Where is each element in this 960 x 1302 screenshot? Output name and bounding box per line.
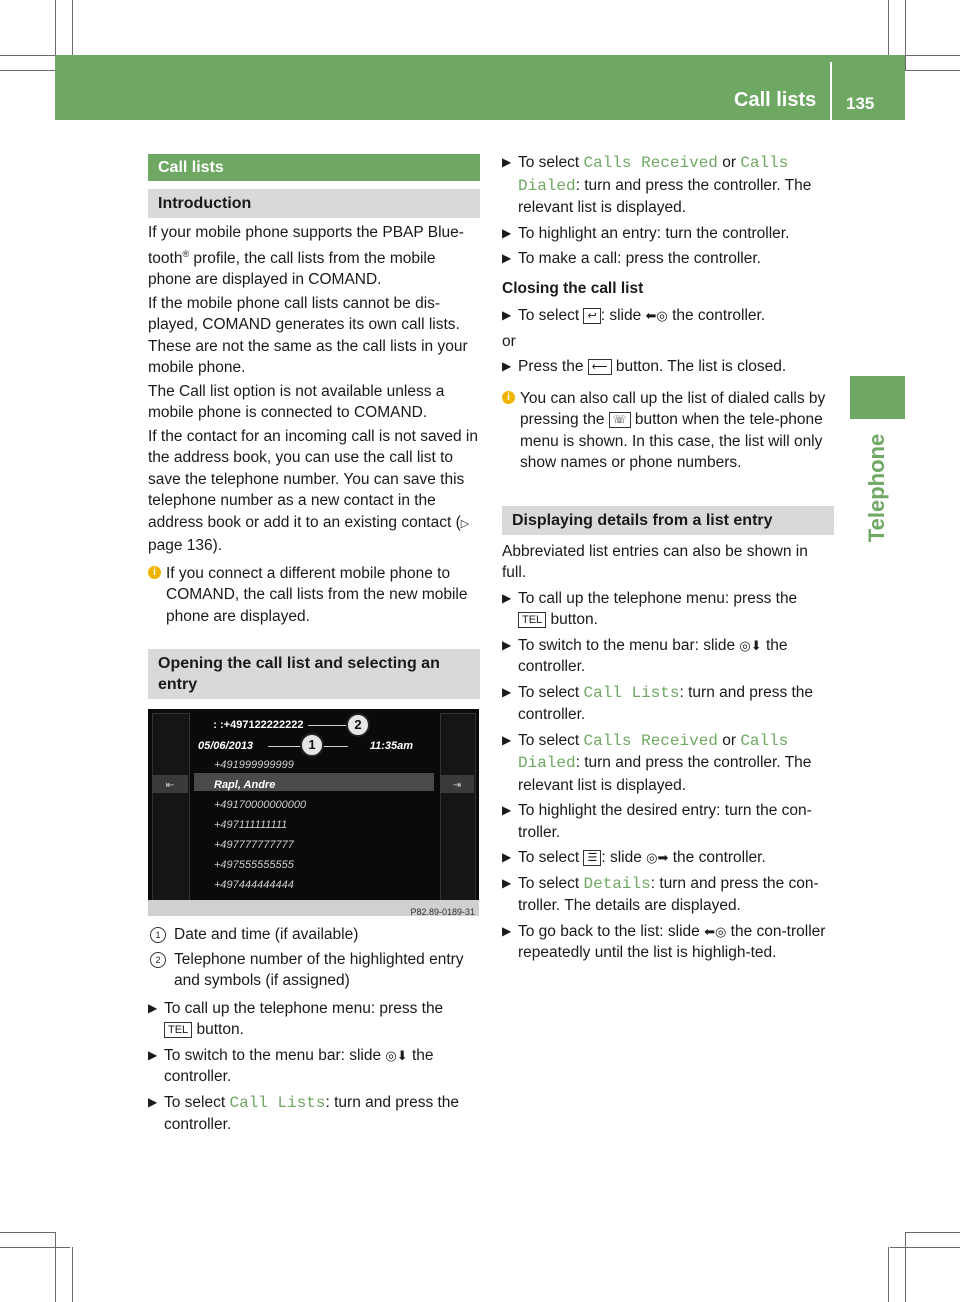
page-ref-icon: ▷ (460, 517, 470, 530)
step: ▶ To select Calls Received or Calls Dialed: turn and press the controller. The relevant list is displayed. (502, 154, 812, 216)
crop-mark (0, 1247, 70, 1248)
screen-entry: +497111111111 (214, 819, 288, 832)
screen-entry: +497777777777 (214, 839, 294, 852)
tel-key-icon: TEL (518, 612, 546, 628)
step-arrow-icon: ▶ (502, 590, 512, 605)
crop-mark (905, 1232, 906, 1302)
paragraph: If the mobile phone call lists cannot be dis-played, COMAND generates its own call lists. These are not the same as the call lists in your mobile phone. (148, 294, 468, 377)
step: ▶ To switch to the menu bar: slide ◎⬇ the controller. (502, 636, 788, 675)
crop-mark (888, 0, 889, 55)
callout-2: 2 (346, 713, 370, 737)
crop-mark (905, 1232, 960, 1233)
controller-slide-left-icon: ⬅◎ (704, 923, 727, 939)
paragraph: If the contact for an incoming call is not saved in the address book, you can use the call list to save the telephone number. You can save this telephone number as a new contact in the address book or add it to an existing contact (▷ page 136). (148, 427, 478, 555)
chapter-label: Telephone (864, 433, 889, 543)
back-button-icon: ⟵ (588, 359, 612, 375)
step: ▶ To switch to the menu bar: slide ◎⬇ the controller. (148, 1046, 434, 1086)
info-icon: i (148, 566, 161, 579)
crop-mark (905, 0, 906, 70)
screen-entry: Rapl, Andre (214, 779, 276, 792)
screen-side-tab: ⇥ (440, 775, 474, 793)
screen-top-number: : :+497122222222 (198, 719, 304, 732)
screen-entry: +497444444444 (214, 879, 294, 892)
step: ▶ To select ↩ : slide ⬅◎ the controller. (502, 305, 834, 327)
step: ▶ To go back to the list: slide ⬅◎ the con-troller repeatedly until the list is highligh-ted. (502, 922, 826, 961)
crop-mark (890, 1247, 960, 1248)
screen-footer (148, 900, 479, 916)
paragraph: or (502, 332, 516, 350)
step-arrow-icon: ▶ (502, 923, 512, 938)
screen-entry: +49170000000000 (214, 799, 307, 812)
crop-mark (905, 70, 960, 71)
crop-mark (72, 1247, 73, 1302)
step-arrow-icon: ▶ (502, 732, 512, 747)
controller-slide-down-icon: ◎⬇ (385, 1047, 408, 1063)
legend-item: 1 Date and time (if available) (148, 924, 480, 946)
screen-back-tab: ⇤ (152, 775, 188, 793)
left-column (148, 154, 480, 1136)
phone-button-icon: ☏ (609, 412, 631, 428)
screen-entry: +497555555555 (214, 859, 294, 872)
controller-slide-left-icon: ⬅◎ (645, 308, 668, 323)
crop-mark (0, 1232, 55, 1233)
info-note: i If you connect a different mobile phone to COMAND, the call lists from the new mobile phone are displayed. (148, 563, 480, 628)
step-arrow-icon: ▶ (502, 803, 512, 817)
step-arrow-icon: ▶ (502, 251, 512, 265)
screen-left-panel (152, 713, 190, 905)
step: ▶ Press the ⟵ button. The list is closed. (502, 356, 834, 378)
info-note: i You can also call up the list of dialed calls by pressing the ☏ button when the tele-phone menu is shown. In this case, the list will only show names or phone numbers. (502, 388, 834, 474)
step-arrow-icon: ▶ (148, 1000, 158, 1015)
step: ▶ To make a call: press the controller. (502, 248, 834, 270)
step-arrow-icon: ▶ (502, 637, 512, 652)
step-arrow-icon: ▶ (148, 1047, 158, 1062)
info-icon: i (502, 391, 515, 404)
step-arrow-icon: ▶ (502, 684, 512, 699)
step-arrow-icon: ▶ (502, 308, 512, 322)
controller-slide-right-icon: ◎➡ (646, 850, 669, 865)
screen-entry: +491999999999 (214, 759, 294, 772)
step: ▶ To call up the telephone menu: press the TEL button. (148, 999, 444, 1039)
subsection-title: Opening the call list and selecting an entry (148, 649, 480, 699)
controller-slide-down-icon: ◎⬇ (739, 637, 762, 653)
back-symbol-icon: ↩ (583, 308, 600, 324)
legend-item: 2 Telephone number of the highlighted entry and symbols (if assigned) (148, 949, 480, 992)
section-title: Call lists (148, 154, 480, 181)
step: ▶ To highlight an entry: turn the controller. (502, 223, 834, 245)
page-title: Call lists (734, 89, 817, 111)
paragraph: Abbreviated list entries can also be shown in full. (502, 542, 808, 581)
callout-1: 1 (300, 733, 324, 757)
step: ▶ To select Details: turn and press the con-troller. The details are displayed. (502, 874, 819, 914)
right-column (502, 152, 834, 964)
step: ▶ To select Call Lists: turn and press the controller. (502, 683, 814, 723)
subsection-title: Introduction (148, 189, 480, 218)
paragraph: If your mobile phone supports the PBAP Blue-tooth® profile, the call lists from the mobile phone are displayed in COMAND. (148, 224, 464, 289)
crop-mark (72, 0, 73, 55)
step: ▶ To select Call Lists: turn and press the controller. (148, 1093, 460, 1134)
image-code: P82.89-0189-31 (410, 907, 475, 917)
step: ▶ To call up the telephone menu: press the TEL button. (502, 589, 798, 628)
subheading: Closing the call list (502, 279, 644, 297)
step-arrow-icon: ▶ (502, 850, 512, 864)
crop-mark (888, 1247, 889, 1302)
paragraph: The Call list option is not available unless a mobile phone is connected to COMAND. (148, 382, 445, 422)
page-number: 135 (846, 94, 875, 113)
subsection-title: Displaying details from a list entry (502, 506, 834, 535)
screen-date: 05/06/2013 11:35am (198, 740, 413, 753)
step-arrow-icon: ▶ (502, 225, 512, 240)
step-arrow-icon: ▶ (502, 155, 512, 169)
step-arrow-icon: ▶ (502, 359, 512, 373)
header-divider (830, 62, 832, 120)
chapter-tab (850, 376, 905, 419)
screen-leader-line (308, 725, 348, 726)
step-arrow-icon: ▶ (148, 1094, 158, 1109)
step-arrow-icon: ▶ (502, 875, 512, 890)
crop-mark (55, 1232, 56, 1302)
detail-symbol-icon: ☰ (583, 850, 601, 866)
step: ▶ To select ☰ : slide ◎➡ the controller. (502, 847, 834, 869)
crop-mark (0, 70, 55, 71)
step: ▶ To highlight the desired entry: turn the con-troller. (502, 802, 812, 841)
step: ▶ To select Calls Received or Calls Dialed: turn and press the controller. The relevant list is displayed. (502, 731, 812, 794)
tel-key-icon: TEL (164, 1022, 192, 1038)
screen-image (148, 709, 479, 916)
